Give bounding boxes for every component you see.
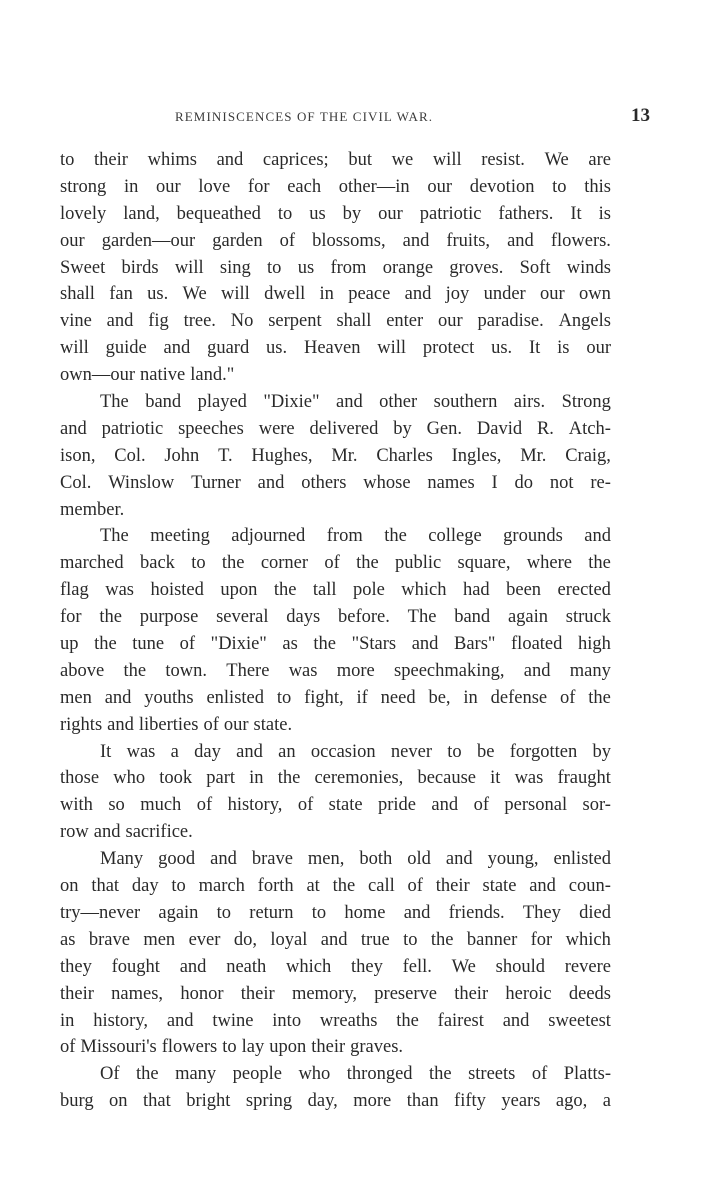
text-line: to their whims and caprices; but we will resist. We are	[60, 150, 611, 170]
text-line: try—never again to return to home and friends. They died	[60, 902, 611, 923]
paragraph	[60, 846, 611, 1061]
paragraph	[60, 389, 611, 523]
text-line: they fought and neath which they fell. We should revere	[60, 956, 611, 977]
text-line: men and youths enlisted to fight, if need be, in defense of the	[60, 687, 611, 708]
text-line: above the town. There was more speechmaking, and many	[60, 660, 611, 681]
text-line: vine and fig tree. No serpent shall enter our paradise. Angels	[60, 311, 611, 332]
paragraph	[60, 739, 611, 847]
text-line: and patriotic speeches were delivered by Gen. David R. Atch-	[60, 418, 611, 439]
text-line: burg on that bright spring day, more than fifty years ago, a	[60, 1091, 611, 1112]
text-line: those who took part in the ceremonies, because it was fraught	[60, 768, 611, 789]
text-line: Many good and brave men, both old and young, enlisted	[100, 849, 611, 870]
text-line: up the tune of "Dixie" as the "Stars and Bars" floated high	[60, 634, 611, 655]
text-line: rights and liberties of our state.	[60, 714, 293, 735]
text-line: our garden—our garden of blossoms, and fruits, and flowers.	[60, 230, 611, 251]
paragraph	[60, 1061, 611, 1115]
text-line: The band played "Dixie" and other southern airs. Strong	[100, 392, 611, 413]
text-line: flag was hoisted upon the tall pole which had been erected	[60, 580, 611, 601]
text-line: Sweet birds will sing to us from orange groves. Soft winds	[60, 257, 611, 278]
text-line: with so much of history, of state pride and of personal sor-	[60, 795, 611, 816]
body-text	[60, 147, 611, 1115]
text-line: own—our native land."	[60, 365, 235, 386]
text-line: The meeting adjourned from the college grounds and	[100, 526, 611, 547]
text-line: It was a day and an occasion never to be forgotten by	[100, 741, 611, 762]
paragraph	[60, 523, 611, 738]
page-number: 13	[631, 105, 650, 126]
text-line: Of the many people who thronged the streets of Platts-	[100, 1064, 611, 1085]
text-line: in history, and twine into wreaths the fairest and sweetest	[60, 1010, 611, 1031]
text-line: their names, honor their memory, preserve their heroic deeds	[60, 983, 611, 1004]
text-line: Col. Winslow Turner and others whose names I do not re-	[60, 472, 611, 493]
running-head	[60, 105, 660, 129]
running-title: REMINISCENCES OF THE CIVIL WAR.	[175, 109, 434, 124]
text-line: lovely land, bequeathed to us by our patriotic fathers. It is	[60, 203, 611, 224]
text-line: shall fan us. We will dwell in peace and joy under our own	[60, 284, 611, 305]
text-line: on that day to march forth at the call of their state and coun-	[60, 876, 611, 897]
text-line: strong in our love for each other—in our devotion to this	[60, 176, 611, 197]
paragraph	[60, 147, 611, 389]
text-line: member.	[60, 499, 125, 520]
text-line: row and sacrifice.	[60, 822, 193, 843]
text-line: ison, Col. John T. Hughes, Mr. Charles Ingles, Mr. Craig,	[60, 445, 611, 466]
text-line: for the purpose several days before. The band again struck	[60, 607, 611, 628]
text-line: will guide and guard us. Heaven will protect us. It is our	[60, 338, 611, 359]
text-line: marched back to the corner of the public square, where the	[60, 553, 611, 574]
text-line: of Missouri's flowers to lay upon their graves.	[60, 1037, 404, 1058]
text-line: as brave men ever do, loyal and true to the banner for which	[60, 929, 611, 950]
